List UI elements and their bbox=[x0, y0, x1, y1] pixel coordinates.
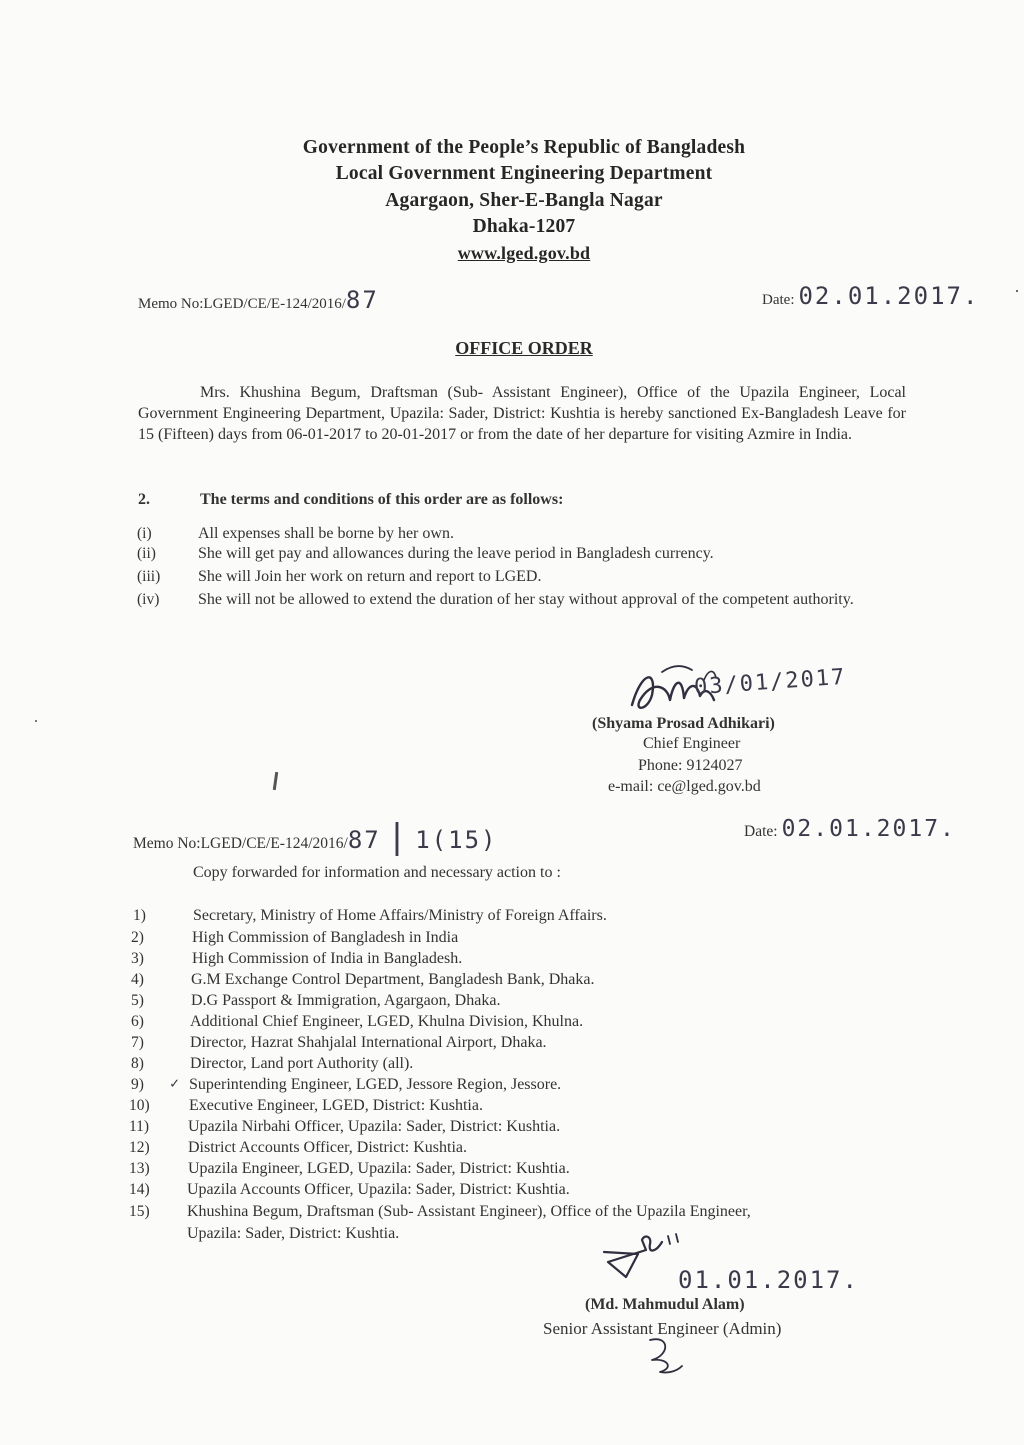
term-text-2: She will get pay and allowances during the leave period in Bangladesh currency. bbox=[198, 545, 714, 562]
scan-speck bbox=[1016, 290, 1018, 292]
term-num-3: (iii) bbox=[137, 568, 161, 585]
signatory-1-phone: Phone: 9124027 bbox=[638, 757, 743, 774]
term-num-4: (iv) bbox=[137, 591, 160, 608]
recipient-num: 5) bbox=[131, 992, 144, 1009]
signature-1-date: 03/01/2017 bbox=[693, 664, 848, 701]
scan-speck bbox=[273, 772, 278, 790]
recipient-text: Director, Land port Authority (all). bbox=[190, 1055, 414, 1072]
recipient-num: 9) bbox=[131, 1076, 144, 1093]
terms-number: 2. bbox=[138, 491, 150, 508]
recipient-text: D.G Passport & Immigration, Agargaon, Dhaka. bbox=[191, 992, 501, 1009]
recipient-text: Khushina Begum, Draftsman (Sub- Assistant Engineer), Office of the Upazila Engineer, bbox=[187, 1203, 751, 1220]
recipient-num: 2) bbox=[131, 929, 144, 946]
recipient-num: 10) bbox=[129, 1097, 150, 1114]
initials-mark bbox=[640, 1330, 690, 1380]
date-label: Date: bbox=[762, 292, 795, 308]
recipient-num: 3) bbox=[131, 950, 144, 967]
signatory-1-name: (Shyama Prosad Adhikari) bbox=[592, 715, 775, 732]
recipient-num: 11) bbox=[129, 1118, 150, 1135]
scan-speck bbox=[35, 720, 37, 722]
memo-handwritten-range: 1(15) bbox=[415, 826, 498, 854]
website-link[interactable]: www.lged.gov.bd bbox=[457, 243, 591, 263]
recipient-text: Upazila Accounts Officer, Upazila: Sader, District: Kushtia. bbox=[187, 1181, 570, 1198]
recipient-num: 15) bbox=[129, 1203, 150, 1220]
city-line: Dhaka-1207 bbox=[472, 216, 576, 237]
recipient-text-cont: Upazila: Sader, District: Kushtia. bbox=[187, 1225, 400, 1242]
recipient-num: 8) bbox=[131, 1055, 144, 1072]
term-text-3: She will Join her work on return and report to LGED. bbox=[198, 568, 542, 585]
recipient-text: Additional Chief Engineer, LGED, Khulna Division, Khulna. bbox=[190, 1013, 584, 1030]
recipient-num: 13) bbox=[129, 1160, 150, 1177]
signatory-2-designation: Senior Assistant Engineer (Admin) bbox=[543, 1319, 782, 1338]
terms-heading: The terms and conditions of this order are as follows: bbox=[200, 491, 564, 508]
order-paragraph: Mrs. Khushina Begum, Draftsman (Sub- Assistant Engineer), Office of the Upazila Engineer, Local Government Engineering Department, Upazila: Sader, District: Kushtia is hereby sanctioned Ex-Bangladesh Leave for 15 (Fifteen) days from 06-01-2017 to 20-01-2017 or from the date of her departure for visiting Azmire in India. bbox=[138, 384, 906, 443]
recipient-text: High Commission of Bangladesh in India bbox=[192, 929, 459, 946]
term-num-2: (ii) bbox=[137, 545, 156, 562]
office-order-title: OFFICE ORDER bbox=[455, 338, 593, 358]
memo-handwritten-number: 87 bbox=[347, 826, 381, 854]
recipient-num: 14) bbox=[129, 1181, 150, 1198]
recipient-text: High Commission of India in Bangladesh. bbox=[192, 950, 463, 967]
recipient-num: 7) bbox=[131, 1034, 144, 1051]
signatory-2-name: (Md. Mahmudul Alam) bbox=[585, 1296, 745, 1313]
signature-2-date: 01.01.2017. bbox=[678, 1266, 859, 1294]
handwritten-mark-icon: ✓ bbox=[170, 1074, 180, 1092]
recipient-num: 12) bbox=[129, 1139, 150, 1156]
handwritten-date: 02.01.2017. bbox=[781, 816, 956, 842]
recipient-text: Secretary, Ministry of Home Affairs/Ministry of Foreign Affairs. bbox=[193, 907, 607, 924]
recipient-text: Upazila Nirbahi Officer, Upazila: Sader, District: Kushtia. bbox=[188, 1118, 561, 1135]
recipient-num: 4) bbox=[131, 971, 144, 988]
memo-separator: | bbox=[386, 817, 410, 857]
memo-number-2 bbox=[133, 817, 497, 857]
recipient-num: 6) bbox=[131, 1013, 144, 1030]
term-text-4: She will not be allowed to extend the duration of her stay without approval of the competent authority. bbox=[198, 591, 854, 608]
dept-title: Local Government Engineering Department bbox=[335, 163, 713, 184]
address-line: Agargaon, Sher-E-Bangla Nagar bbox=[385, 190, 663, 211]
signatory-1-designation: Chief Engineer bbox=[643, 735, 741, 752]
signatory-1-email: e-mail: ce@lged.gov.bd bbox=[608, 778, 761, 795]
handwritten-date: 02.01.2017. bbox=[798, 282, 980, 310]
memo-prefix: Memo No:LGED/CE/E-124/2016/ bbox=[133, 835, 348, 852]
recipient-text: G.M Exchange Control Department, Bangladesh Bank, Dhaka. bbox=[191, 971, 595, 988]
gov-title: Government of the People’s Republic of Bangladesh bbox=[302, 137, 746, 158]
memo-number-1 bbox=[138, 286, 379, 314]
term-num-1: (i) bbox=[137, 525, 152, 542]
recipient-text: Executive Engineer, LGED, District: Kushtia. bbox=[189, 1097, 483, 1114]
memo-date-1 bbox=[762, 282, 979, 310]
memo-handwritten-number: 87 bbox=[345, 286, 379, 314]
date-label: Date: bbox=[744, 823, 778, 840]
memo-date-2 bbox=[744, 816, 956, 842]
recipient-text: Director, Hazrat Shahjalal International Airport, Dhaka. bbox=[190, 1034, 547, 1051]
copy-forward-intro: Copy forwarded for information and necessary action to : bbox=[193, 864, 561, 881]
recipient-text: District Accounts Officer, District: Kushtia. bbox=[188, 1139, 468, 1156]
recipient-text: Superintending Engineer, LGED, Jessore Region, Jessore. bbox=[189, 1076, 562, 1093]
term-text-1: All expenses shall be borne by her own. bbox=[198, 525, 454, 542]
recipient-num: 1) bbox=[133, 907, 146, 924]
recipient-text: Upazila Engineer, LGED, Upazila: Sader, District: Kushtia. bbox=[188, 1160, 570, 1177]
memo-prefix: Memo No:LGED/CE/E-124/2016/ bbox=[138, 296, 346, 312]
